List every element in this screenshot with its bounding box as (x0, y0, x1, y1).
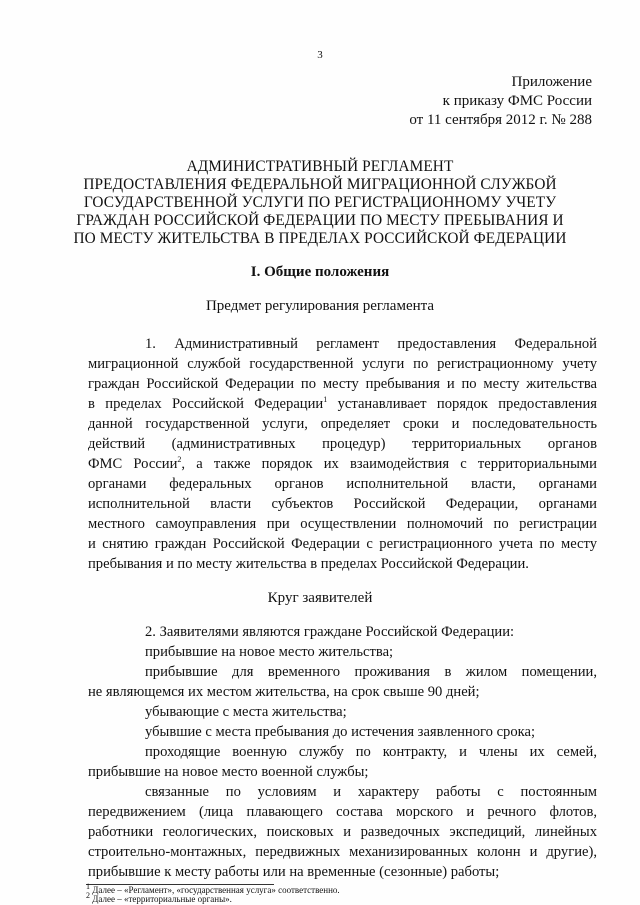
para2-line: прибывшие для временного проживания в жилом помещении, (145, 664, 597, 680)
footnote-1: $^1$ Далее – «Регламент», «государственная услуга» соответственно. (86, 882, 340, 895)
para2-line: проходящие военную службу по контракту, и члены их семей, (145, 744, 597, 760)
para1-line: действий (административных процедур) территориальных органов (88, 436, 597, 452)
document-title-line-1: АДМИНИСТРАТИВНЫЙ РЕГЛАМЕНТ (186, 158, 454, 175)
subheading-applicants: Круг заявителей (267, 590, 373, 606)
para2-line: связанные по условиям и характеру работы с постоянным (145, 784, 597, 800)
para2-line: прибывшие к месту работы или на временные (сезонные) работы; (88, 864, 500, 880)
para2-line: прибывшие на новое место жительства; (145, 644, 394, 660)
para2-line: строительно-монтажных, передвижных механизированных колонн и другие), (88, 844, 597, 860)
para1-line: органами федеральных органов исполнительной власти, органами (88, 476, 597, 492)
para2-line: убывшие с места пребывания до истечения заявленного срока; (145, 724, 536, 740)
document-title-line-5: ПО МЕСТУ ЖИТЕЛЬСТВА В ПРЕДЕЛАХ РОССИЙСКОЙ ФЕДЕРАЦИИ (73, 230, 567, 247)
para1-line: местного самоуправления при осуществлении полномочий по регистрации (88, 516, 597, 532)
para1-line: в пределах Российской Федерации$^1$ устанавливает порядок предоставления (88, 395, 597, 412)
para2-line: прибывшие на новое место военной службы; (88, 764, 369, 780)
document-title-line-2: ПРЕДОСТАВЛЕНИЯ ФЕДЕРАЛЬНОЙ МИГРАЦИОННОЙ СЛУЖБОЙ (83, 176, 557, 193)
document-title-line-3: ГОСУДАРСТВЕННОЙ УСЛУГИ ПО РЕГИСТРАЦИОННОМУ УЧЕТУ (83, 194, 557, 211)
para1-line: 1. Административный регламент предоставления Федеральной (145, 336, 597, 352)
document-title-line-4: ГРАЖДАН РОССИЙСКОЙ ФЕДЕРАЦИИ ПО МЕСТУ ПРЕБЫВАНИЯ И (76, 212, 564, 229)
footnote-2: $^2$ Далее – «территориальные органы». (86, 891, 232, 904)
para1-line: исполнительной власти субъектов Российской Федерации, органами (88, 496, 597, 512)
para1-line: граждан Российской Федерации по месту пребывания и по месту жительства (88, 376, 597, 392)
footnote-ref-2: 2 (177, 455, 182, 465)
para2-line: убывающие с места жительства; (145, 704, 347, 720)
appendix-line-3: от 11 сентября 2012 г. № 288 (409, 112, 592, 128)
para1-line: пребывания и по месту жительства в пределах Российской Федерации. (88, 556, 529, 572)
para1-line: данной государственной услуги, определяет сроки и последовательность (88, 416, 597, 432)
para1-line: и снятию граждан Российской Федерации с регистрационного учета по месту (88, 536, 597, 552)
para1-line: ФМС России$^2$, а также порядок их взаимодействия с территориальными (88, 455, 597, 472)
page-number: 3 (317, 49, 323, 61)
para2-line: работники геологических, поисковых и разведочных экспедиций, линейных (88, 824, 597, 840)
para1-line: миграционной службой государственной услуги по регистрационному учету (88, 356, 597, 372)
para2-line: 2. Заявителями являются граждане Российской Федерации: (145, 624, 515, 640)
section-heading: I. Общие положения (250, 264, 390, 280)
subheading-subject: Предмет регулирования регламента (205, 298, 435, 314)
para2-line: передвижением (лица плавающего состава морского и речного флотов, (88, 804, 597, 820)
appendix-line-2: к приказу ФМС России (442, 93, 592, 109)
appendix-line-1: Приложение (511, 74, 592, 90)
footnote-ref-1: 1 (323, 395, 328, 405)
para2-line: не являющемся их местом жительства, на срок свыше 90 дней; (88, 684, 480, 700)
